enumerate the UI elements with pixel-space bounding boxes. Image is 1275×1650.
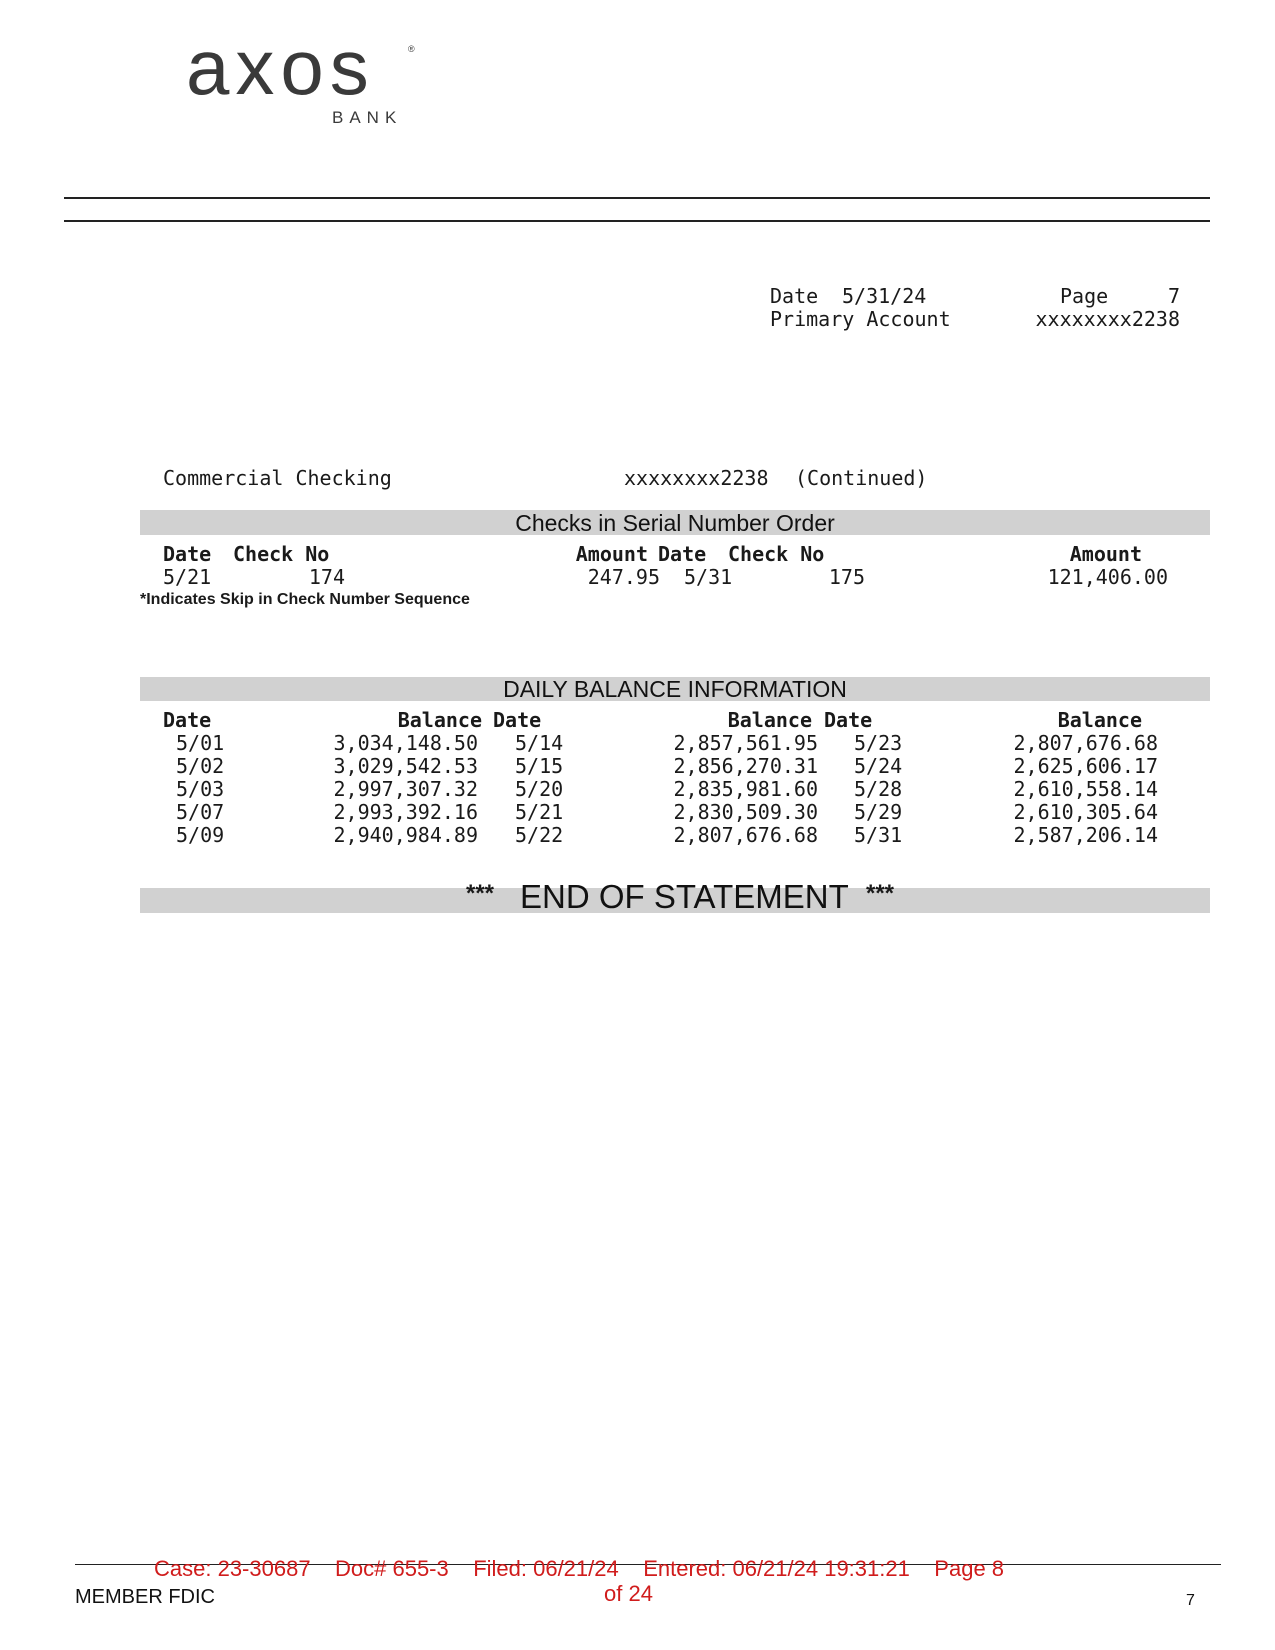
balance-row-amount: 2,625,606.17 (1013, 754, 1158, 778)
checks-header-amount-1: Amount (575, 542, 648, 566)
footer-page-number: 7 (1186, 1592, 1195, 1609)
check-row-date: 5/31 (684, 565, 733, 589)
daily-balance-title: DAILY BALANCE INFORMATION (503, 676, 847, 702)
date-label: Date (770, 284, 819, 308)
header-rule-top (64, 197, 1210, 199)
daily-header-date-3: Date (824, 708, 873, 732)
balance-row-date: 5/01 (176, 731, 225, 755)
balance-row-date: 5/15 (515, 754, 564, 778)
balance-row-amount: 2,835,981.60 (673, 777, 818, 801)
balance-row-date: 5/31 (854, 823, 903, 847)
balance-row-amount: 2,610,558.14 (1013, 777, 1158, 801)
logo-subtitle: BANK (332, 108, 403, 127)
balance-row-date: 5/02 (176, 754, 225, 778)
daily-balance-band (140, 677, 1210, 701)
balance-row-amount: 2,807,676.68 (673, 823, 818, 847)
account-continued: (Continued) (795, 466, 928, 490)
header-rule-bottom (64, 220, 1210, 222)
checks-header-date-2: Date (658, 542, 707, 566)
balance-row-amount: 2,587,206.14 (1013, 823, 1158, 847)
check-row-amount: 247.95 (587, 565, 660, 589)
balance-row-date: 5/03 (176, 777, 225, 801)
checks-section-band (140, 510, 1210, 535)
court-filing-stamp-line1: Case: 23-30687 Doc# 655-3 Filed: 06/21/24 Entered: 06/21/24 19:31:21 Page 8 (154, 1556, 1005, 1581)
account-number: xxxxxxxx2238 (624, 466, 769, 490)
balance-row-amount: 2,830,509.30 (673, 800, 818, 824)
date-value: 5/31/24 (842, 284, 927, 308)
balance-row-date: 5/28 (854, 777, 903, 801)
checks-header-date-1: Date (163, 542, 212, 566)
account-type: Commercial Checking (163, 466, 392, 490)
logo-wordmark: axos (186, 23, 375, 111)
primary-account-value: xxxxxxxx2238 (1035, 307, 1180, 331)
balance-row-amount: 2,807,676.68 (1013, 731, 1158, 755)
balance-row-date: 5/21 (515, 800, 564, 824)
member-fdic: MEMBER FDIC (75, 1586, 215, 1608)
daily-header-balance-3: Balance (1057, 708, 1142, 732)
balance-row-amount: 3,034,148.50 (333, 731, 478, 755)
daily-header-date-2: Date (493, 708, 542, 732)
balance-row-date: 5/29 (854, 800, 903, 824)
balance-row-amount: 2,993,392.16 (333, 800, 478, 824)
check-row-number: 175 (828, 565, 865, 589)
end-stars-right: *** (866, 880, 895, 907)
balance-row-amount: 2,857,561.95 (673, 731, 818, 755)
check-row-date: 5/21 (163, 565, 212, 589)
daily-header-date-1: Date (163, 708, 212, 732)
balance-row-date: 5/24 (854, 754, 903, 778)
balance-row-amount: 2,997,307.32 (333, 777, 478, 801)
balance-row-amount: 2,940,984.89 (333, 823, 478, 847)
balance-row-date: 5/20 (515, 777, 564, 801)
balance-row-date: 5/07 (176, 800, 225, 824)
end-stars-left: *** (466, 880, 495, 907)
check-row-amount: 121,406.00 (1047, 565, 1168, 589)
check-row-number: 174 (308, 565, 345, 589)
checks-section-title: Checks in Serial Number Order (515, 510, 835, 536)
primary-account-label: Primary Account (770, 307, 951, 331)
balance-row-amount: 3,029,542.53 (333, 754, 478, 778)
page-label: Page (1060, 284, 1109, 308)
daily-header-balance-1: Balance (397, 708, 482, 732)
balance-row-date: 5/22 (515, 823, 564, 847)
court-filing-stamp-line2: of 24 (604, 1581, 653, 1606)
balance-row-date: 5/09 (176, 823, 225, 847)
registered-mark-icon: ® (408, 44, 415, 54)
checks-footnote: *Indicates Skip in Check Number Sequence (140, 591, 470, 608)
bank-logo (186, 23, 426, 130)
balance-row-date: 5/14 (515, 731, 564, 755)
balance-row-amount: 2,610,305.64 (1013, 800, 1158, 824)
daily-header-balance-2: Balance (727, 708, 812, 732)
end-of-statement-text: END OF STATEMENT (520, 878, 849, 915)
page-value: 7 (1167, 284, 1180, 308)
balance-row-amount: 2,856,270.31 (673, 754, 818, 778)
checks-header-checkno-1: Check No (233, 542, 330, 566)
balance-row-date: 5/23 (854, 731, 903, 755)
checks-header-checkno-2: Check No (728, 542, 825, 566)
checks-header-amount-2: Amount (1069, 542, 1142, 566)
